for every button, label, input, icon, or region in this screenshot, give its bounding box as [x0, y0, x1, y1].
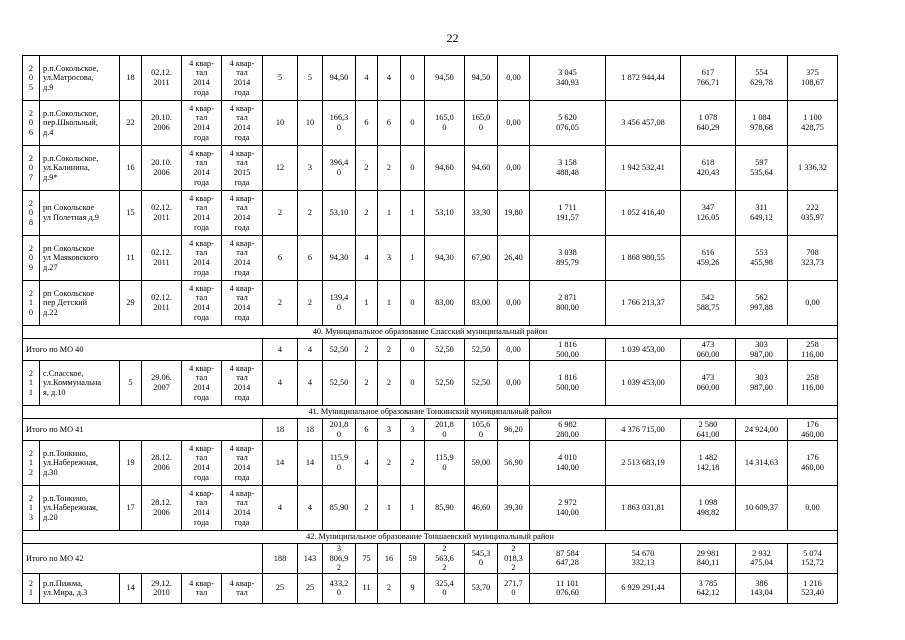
section-title: 41. Муниципальное образование Тонкинский муниципальный район — [23, 406, 838, 419]
cell-c13: 201,8 0 — [425, 419, 465, 441]
cell-c14: 105,6 0 — [465, 419, 498, 441]
row-number: 2 1 0 — [23, 281, 40, 326]
cell-c19: 303 987,00 — [736, 339, 788, 361]
cell-c12: 9 — [401, 573, 425, 603]
address-cell: с.Спасское, ул.Коммунальна я, д.10 — [40, 361, 120, 406]
cell-c7: 4 — [263, 339, 298, 361]
cell-c11: 1 — [378, 486, 401, 531]
cell-c7: 5 — [263, 56, 298, 101]
cell-c4: 29.06. 2007 — [142, 361, 182, 406]
cell-c13: 94,50 — [425, 56, 465, 101]
cell-c15: 0,00 — [498, 56, 530, 101]
cell-c17: 1 052 416,40 — [606, 191, 681, 236]
cell-c16: 3 158 488,48 — [530, 146, 606, 191]
cell-c17: 1 863 031,81 — [606, 486, 681, 531]
address-cell: р.п.Сокольское, пер.Школьный, д.4 — [40, 101, 120, 146]
cell-c4: 02.12. 2011 — [142, 191, 182, 236]
table-row — [23, 56, 838, 101]
cell-c10: 2 — [356, 146, 378, 191]
cell-c15: 26,40 — [498, 236, 530, 281]
cell-c3: 16 — [120, 146, 142, 191]
cell-c9: 201,8 0 — [323, 419, 356, 441]
cell-c9: 166,3 0 — [323, 101, 356, 146]
cell-c10: 2 — [356, 191, 378, 236]
cell-c16: 1 816 500,00 — [530, 339, 606, 361]
cell-c4: 20.10. 2006 — [142, 101, 182, 146]
cell-c19: 553 455,98 — [736, 236, 788, 281]
cell-c16: 11 101 076,60 — [530, 573, 606, 603]
address-cell: р.п.Пижма, ул.Мира, д.3 — [40, 573, 120, 603]
cell-c3: 19 — [120, 441, 142, 486]
table-row — [23, 146, 838, 191]
cell-c19: 14 314,63 — [736, 441, 788, 486]
cell-c6: 4 квар- тал 2014 года — [222, 361, 263, 406]
cell-c17: 1 868 980,55 — [606, 236, 681, 281]
cell-c19: 24 924,00 — [736, 419, 788, 441]
cell-c9: 52,50 — [323, 339, 356, 361]
table-row — [23, 236, 838, 281]
cell-c11: 1 — [378, 191, 401, 236]
cell-c9: 139,4 0 — [323, 281, 356, 326]
cell-c8: 2 — [298, 281, 323, 326]
total-row — [23, 419, 838, 441]
cell-c18: 618 420,43 — [681, 146, 736, 191]
cell-c9: 52,50 — [323, 361, 356, 406]
cell-c17: 1 039 453,00 — [606, 361, 681, 406]
cell-c16: 2 871 800,00 — [530, 281, 606, 326]
cell-c11: 4 — [378, 56, 401, 101]
cell-c7: 18 — [263, 419, 298, 441]
cell-c14: 83,00 — [465, 281, 498, 326]
cell-c17: 2 513 683,19 — [606, 441, 681, 486]
cell-c4: 28.12. 2006 — [142, 441, 182, 486]
cell-c9: 115,9 0 — [323, 441, 356, 486]
cell-c20: 258 116,00 — [788, 339, 838, 361]
cell-c14: 545,3 0 — [465, 544, 498, 574]
cell-c12: 0 — [401, 146, 425, 191]
address-cell: рп Сокольское ул Маяковского д.27 — [40, 236, 120, 281]
cell-c18: 2 580 641,00 — [681, 419, 736, 441]
cell-c19: 597 535,64 — [736, 146, 788, 191]
cell-c20: 375 108,67 — [788, 56, 838, 101]
cell-c4: 29.12. 2010 — [142, 573, 182, 603]
cell-c7: 188 — [263, 544, 298, 574]
cell-c20: 222 035,97 — [788, 191, 838, 236]
cell-c18: 29 981 840,11 — [681, 544, 736, 574]
cell-c10: 11 — [356, 573, 378, 603]
cell-c19: 10 609,37 — [736, 486, 788, 531]
cell-c5: 4 квар- тал 2014 года — [182, 236, 222, 281]
row-number: 2 1 1 — [23, 361, 40, 406]
cell-c9: 94,30 — [323, 236, 356, 281]
cell-c17: 1 872 944,44 — [606, 56, 681, 101]
row-number: 2 0 6 — [23, 101, 40, 146]
cell-c3: 17 — [120, 486, 142, 531]
cell-c19: 2 932 475,04 — [736, 544, 788, 574]
section-header-row — [23, 326, 838, 339]
cell-c18: 473 060,00 — [681, 339, 736, 361]
cell-c5: 4 квар- тал 2014 года — [182, 191, 222, 236]
cell-c13: 94,60 — [425, 146, 465, 191]
cell-c15: 96,20 — [498, 419, 530, 441]
cell-c11: 2 — [378, 146, 401, 191]
cell-c12: 2 — [401, 441, 425, 486]
cell-c5: 4 квар- тал 2014 года — [182, 441, 222, 486]
table-row — [23, 361, 838, 406]
cell-c16: 1 711 191,57 — [530, 191, 606, 236]
cell-c5: 4 квар- тал 2014 года — [182, 361, 222, 406]
cell-c4: 02.12. 2011 — [142, 281, 182, 326]
row-number: 2 1 — [23, 573, 40, 603]
cell-c15: 0,00 — [498, 146, 530, 191]
address-cell: р.п.Тонкино, ул.Набережная, д.20 — [40, 486, 120, 531]
cell-c7: 14 — [263, 441, 298, 486]
cell-c8: 4 — [298, 339, 323, 361]
cell-c7: 12 — [263, 146, 298, 191]
address-cell: р.п.Сокольское, ул.Калинина, д.9* — [40, 146, 120, 191]
cell-c14: 53,70 — [465, 573, 498, 603]
cell-c5: 4 квар- тал 2014 года — [182, 486, 222, 531]
table-row — [23, 191, 838, 236]
cell-c11: 2 — [378, 441, 401, 486]
cell-c8: 18 — [298, 419, 323, 441]
total-label: Итого по МО 40 — [23, 339, 263, 361]
cell-c17: 1 039 453,00 — [606, 339, 681, 361]
address-cell: р.п.Сокольское, ул.Матросова, д.9 — [40, 56, 120, 101]
cell-c4: 02.12. 2011 — [142, 236, 182, 281]
cell-c6: 4 квар- тал 2014 года — [222, 191, 263, 236]
section-header-row — [23, 406, 838, 419]
cell-c14: 94,50 — [465, 56, 498, 101]
cell-c18: 1 078 640,29 — [681, 101, 736, 146]
cell-c13: 2 563,6 2 — [425, 544, 465, 574]
cell-c16: 87 584 647,28 — [530, 544, 606, 574]
cell-c6: 4 квар- тал 2015 года — [222, 146, 263, 191]
cell-c20: 5 074 152,72 — [788, 544, 838, 574]
cell-c11: 3 — [378, 236, 401, 281]
cell-c3: 29 — [120, 281, 142, 326]
cell-c6: 4 квар- тал 2014 года — [222, 56, 263, 101]
cell-c19: 303 987,00 — [736, 361, 788, 406]
cell-c13: 85,90 — [425, 486, 465, 531]
cell-c18: 347 126,05 — [681, 191, 736, 236]
cell-c12: 0 — [401, 361, 425, 406]
cell-c5: 4 квар- тал 2014 года — [182, 56, 222, 101]
total-label: Итого по МО 42 — [23, 544, 263, 574]
cell-c9: 85,90 — [323, 486, 356, 531]
cell-c10: 4 — [356, 56, 378, 101]
cell-c10: 6 — [356, 101, 378, 146]
cell-c12: 1 — [401, 191, 425, 236]
cell-c17: 3 456 457,08 — [606, 101, 681, 146]
total-row — [23, 544, 838, 574]
cell-c16: 5 620 076,05 — [530, 101, 606, 146]
cell-c10: 2 — [356, 339, 378, 361]
cell-c15: 56,90 — [498, 441, 530, 486]
cell-c9: 94,50 — [323, 56, 356, 101]
cell-c17: 54 670 332,13 — [606, 544, 681, 574]
cell-c4: 02.12. 2011 — [142, 56, 182, 101]
cell-c6: 4 квар- тал 2014 года — [222, 101, 263, 146]
cell-c18: 1 482 142,18 — [681, 441, 736, 486]
cell-c19: 311 649,12 — [736, 191, 788, 236]
cell-c16: 4 010 140,00 — [530, 441, 606, 486]
cell-c8: 4 — [298, 361, 323, 406]
table-row — [23, 441, 838, 486]
address-cell: рп Сокольское ул Полетная д.9 — [40, 191, 120, 236]
cell-c8: 143 — [298, 544, 323, 574]
row-number: 2 0 9 — [23, 236, 40, 281]
cell-c7: 4 — [263, 486, 298, 531]
cell-c19: 562 997,88 — [736, 281, 788, 326]
cell-c10: 2 — [356, 486, 378, 531]
cell-c14: 67,90 — [465, 236, 498, 281]
cell-c6: 4 квар- тал — [222, 573, 263, 603]
cell-c3: 15 — [120, 191, 142, 236]
cell-c7: 10 — [263, 101, 298, 146]
row-number: 2 0 8 — [23, 191, 40, 236]
cell-c12: 1 — [401, 486, 425, 531]
row-number: 2 1 3 — [23, 486, 40, 531]
cell-c20: 1 216 523,40 — [788, 573, 838, 603]
cell-c20: 708 323,73 — [788, 236, 838, 281]
cell-c19: 554 629,78 — [736, 56, 788, 101]
cell-c18: 473 060,00 — [681, 361, 736, 406]
cell-c18: 3 785 642,12 — [681, 573, 736, 603]
section-title: 40. Муниципальное образование Спасский муниципальный район — [23, 326, 838, 339]
cell-c17: 6 929 291,44 — [606, 573, 681, 603]
cell-c3: 5 — [120, 361, 142, 406]
cell-c14: 59,00 — [465, 441, 498, 486]
cell-c15: 0,00 — [498, 339, 530, 361]
cell-c10: 75 — [356, 544, 378, 574]
cell-c19: 386 143,04 — [736, 573, 788, 603]
cell-c17: 1 766 213,37 — [606, 281, 681, 326]
cell-c9: 53,10 — [323, 191, 356, 236]
cell-c10: 4 — [356, 236, 378, 281]
cell-c8: 10 — [298, 101, 323, 146]
cell-c10: 6 — [356, 419, 378, 441]
cell-c11: 1 — [378, 281, 401, 326]
table-row — [23, 101, 838, 146]
cell-c8: 3 — [298, 146, 323, 191]
cell-c7: 25 — [263, 573, 298, 603]
cell-c11: 2 — [378, 361, 401, 406]
housing-program-table — [22, 55, 838, 604]
cell-c8: 6 — [298, 236, 323, 281]
cell-c20: 0,00 — [788, 281, 838, 326]
cell-c13: 53,10 — [425, 191, 465, 236]
cell-c15: 0,00 — [498, 361, 530, 406]
table-row — [23, 281, 838, 326]
cell-c8: 25 — [298, 573, 323, 603]
cell-c6: 4 квар- тал 2014 года — [222, 441, 263, 486]
cell-c11: 2 — [378, 573, 401, 603]
cell-c16: 3 038 895,79 — [530, 236, 606, 281]
row-number: 2 0 5 — [23, 56, 40, 101]
cell-c10: 2 — [356, 361, 378, 406]
cell-c14: 52,50 — [465, 339, 498, 361]
cell-c12: 0 — [401, 101, 425, 146]
cell-c8: 14 — [298, 441, 323, 486]
cell-c13: 94,30 — [425, 236, 465, 281]
cell-c12: 59 — [401, 544, 425, 574]
cell-c14: 165,0 0 — [465, 101, 498, 146]
cell-c20: 176 460,00 — [788, 419, 838, 441]
cell-c5: 4 квар- тал 2014 года — [182, 101, 222, 146]
cell-c3: 11 — [120, 236, 142, 281]
cell-c20: 1 100 428,75 — [788, 101, 838, 146]
cell-c16: 3 045 340,93 — [530, 56, 606, 101]
page-number: 22 — [446, 31, 459, 45]
cell-c4: 28.12. 2006 — [142, 486, 182, 531]
cell-c7: 2 — [263, 281, 298, 326]
cell-c14: 33,30 — [465, 191, 498, 236]
cell-c15: 271,7 0 — [498, 573, 530, 603]
cell-c12: 0 — [401, 281, 425, 326]
cell-c18: 617 766,71 — [681, 56, 736, 101]
cell-c20: 0,00 — [788, 486, 838, 531]
cell-c3: 18 — [120, 56, 142, 101]
cell-c18: 542 588,75 — [681, 281, 736, 326]
cell-c12: 3 — [401, 419, 425, 441]
cell-c18: 1 098 498,82 — [681, 486, 736, 531]
cell-c8: 5 — [298, 56, 323, 101]
cell-c20: 1 336,32 — [788, 146, 838, 191]
cell-c20: 176 460,00 — [788, 441, 838, 486]
cell-c13: 115,9 0 — [425, 441, 465, 486]
table-row — [23, 573, 838, 603]
cell-c16: 1 816 500,00 — [530, 361, 606, 406]
cell-c8: 4 — [298, 486, 323, 531]
cell-c3: 14 — [120, 573, 142, 603]
cell-c16: 6 982 280,00 — [530, 419, 606, 441]
row-number: 2 1 2 — [23, 441, 40, 486]
cell-c17: 1 942 532,41 — [606, 146, 681, 191]
cell-c13: 52,50 — [425, 339, 465, 361]
row-number: 2 0 7 — [23, 146, 40, 191]
cell-c15: 0,00 — [498, 281, 530, 326]
cell-c14: 94,60 — [465, 146, 498, 191]
cell-c9: 433,2 0 — [323, 573, 356, 603]
cell-c17: 4 376 715,00 — [606, 419, 681, 441]
cell-c13: 325,4 0 — [425, 573, 465, 603]
cell-c14: 52,50 — [465, 361, 498, 406]
section-title: 42. Муниципальное образование Тоншаевский муниципальный район — [23, 531, 838, 544]
cell-c13: 52,50 — [425, 361, 465, 406]
cell-c7: 4 — [263, 361, 298, 406]
cell-c11: 3 — [378, 419, 401, 441]
cell-c11: 16 — [378, 544, 401, 574]
total-label: Итого по МО 41 — [23, 419, 263, 441]
cell-c14: 46,60 — [465, 486, 498, 531]
cell-c11: 6 — [378, 101, 401, 146]
cell-c9: 3 806,9 2 — [323, 544, 356, 574]
cell-c12: 1 — [401, 236, 425, 281]
cell-c8: 2 — [298, 191, 323, 236]
cell-c3: 22 — [120, 101, 142, 146]
cell-c13: 165,0 0 — [425, 101, 465, 146]
cell-c5: 4 квар- тал — [182, 573, 222, 603]
cell-c10: 1 — [356, 281, 378, 326]
table-row — [23, 486, 838, 531]
cell-c15: 39,30 — [498, 486, 530, 531]
address-cell: рп Сокольское пер Детский д.22 — [40, 281, 120, 326]
cell-c7: 2 — [263, 191, 298, 236]
section-header-row — [23, 531, 838, 544]
cell-c6: 4 квар- тал 2014 года — [222, 236, 263, 281]
cell-c9: 396,4 0 — [323, 146, 356, 191]
cell-c10: 4 — [356, 441, 378, 486]
cell-c7: 6 — [263, 236, 298, 281]
cell-c15: 19,80 — [498, 191, 530, 236]
cell-c5: 4 квар- тал 2014 года — [182, 281, 222, 326]
cell-c15: 0,00 — [498, 101, 530, 146]
total-row — [23, 339, 838, 361]
cell-c4: 20.10. 2006 — [142, 146, 182, 191]
cell-c18: 616 459,26 — [681, 236, 736, 281]
cell-c12: 0 — [401, 56, 425, 101]
cell-c19: 1 084 978,68 — [736, 101, 788, 146]
cell-c5: 4 квар- тал 2014 года — [182, 146, 222, 191]
address-cell: р.п.Тонкино, ул.Набережная, д.30 — [40, 441, 120, 486]
cell-c11: 2 — [378, 339, 401, 361]
cell-c12: 0 — [401, 339, 425, 361]
cell-c13: 83,00 — [425, 281, 465, 326]
cell-c16: 2 972 140,00 — [530, 486, 606, 531]
cell-c20: 258 116,00 — [788, 361, 838, 406]
cell-c15: 2 018,3 2 — [498, 544, 530, 574]
cell-c6: 4 квар- тал 2014 года — [222, 281, 263, 326]
cell-c6: 4 квар- тал 2014 года — [222, 486, 263, 531]
